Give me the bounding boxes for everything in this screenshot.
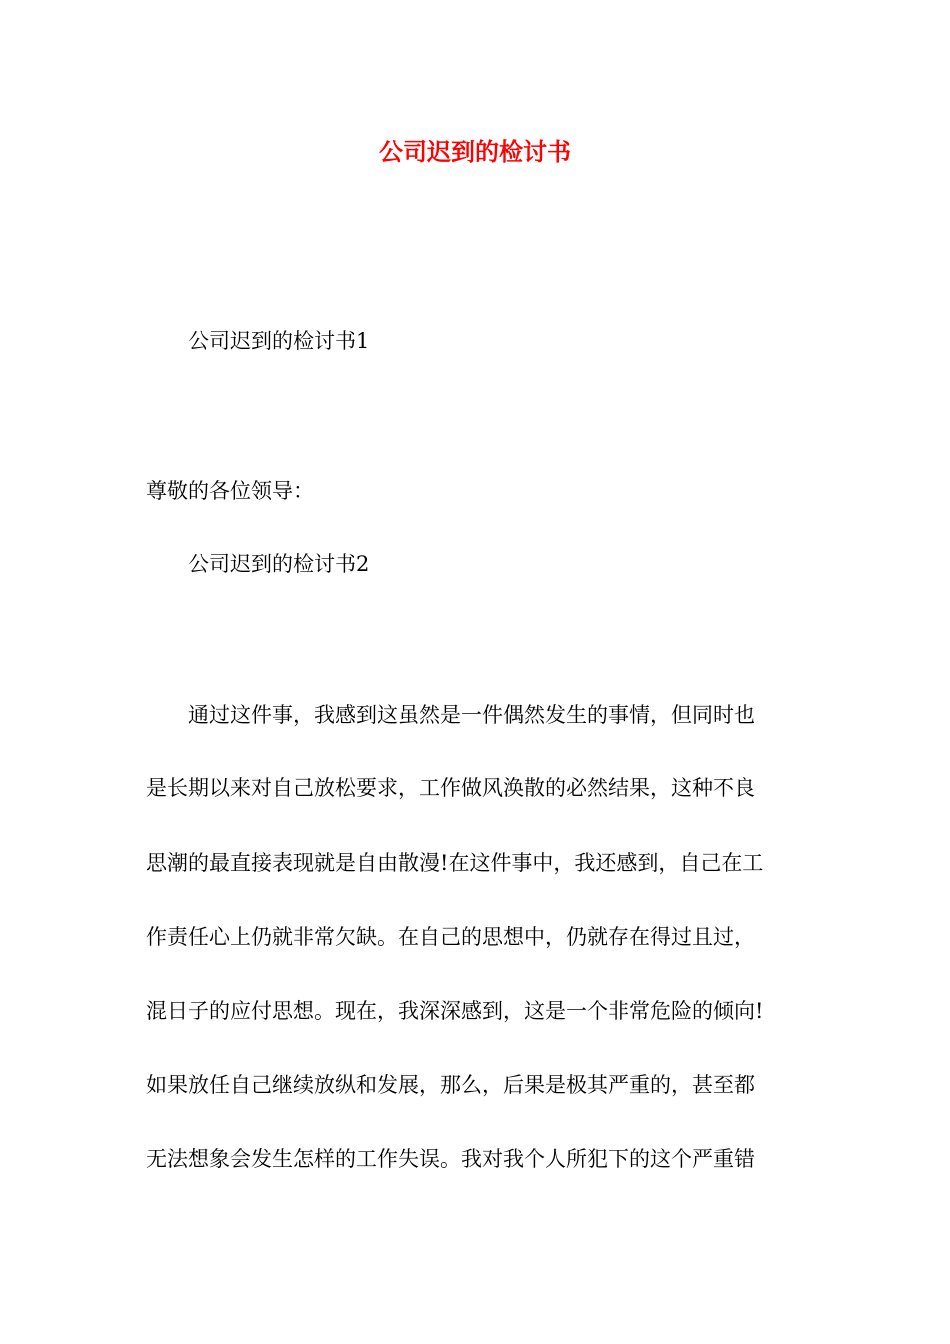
section-heading-2: 公司迟到的检讨书2 [188, 552, 370, 576]
document-title: 公司迟到的检讨书 [379, 137, 571, 166]
section-heading-1: 公司迟到的检讨书1 [188, 329, 370, 353]
body-line: 是长期以来对自己放松要求，工作做风涣散的必然结果，这种不良 [146, 776, 755, 800]
body-line: 思潮的最直接表现就是自由散漫!在这件事中，我还感到，自己在工 [146, 851, 764, 875]
body-line: 作责任心上仍就非常欠缺。在自己的思想中，仍就存在得过且过， [146, 925, 755, 949]
body-line: 如果放任自己继续放纵和发展，那么，后果是极其严重的，甚至都 [146, 1073, 755, 1097]
body-line: 混日子的应付思想。现在，我深深感到，这是一个非常危险的倾向! [146, 999, 764, 1023]
salutation: 尊敬的各位领导： [146, 479, 314, 503]
body-line: 无法想象会发生怎样的工作失误。我对我个人所犯下的这个严重错 [146, 1147, 755, 1171]
body-line: 通过这件事，我感到这虽然是一件偶然发生的事情，但同时也 [188, 703, 755, 727]
